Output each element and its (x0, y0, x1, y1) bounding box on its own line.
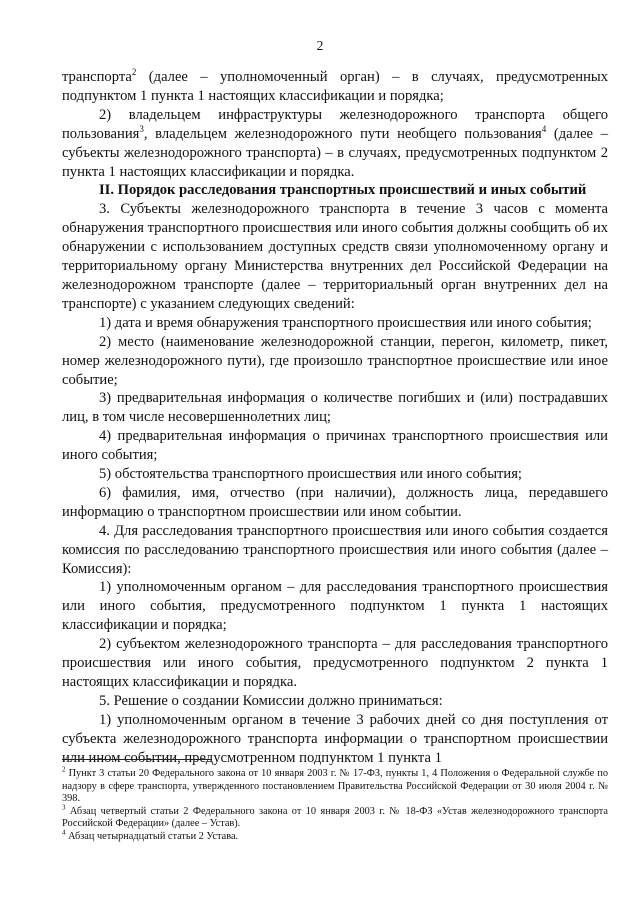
footnote-mark: 4 (62, 828, 66, 837)
footnote-ref[interactable]: 3 (139, 123, 144, 134)
footnote-separator (62, 759, 212, 760)
footnote (62, 828, 608, 844)
page-number: 2 (316, 38, 324, 53)
list-item: 1) уполномоченным органом – для расследования транспортного происшествия или иного события, предусмотренного подпунктом 1 пункта 1 настоящих классификации и порядка; (62, 579, 608, 634)
list-item: 2) место (наименование железнодорожной станции, перегон, километр, пикет, номер железнодорожного пути), где произошло транспортное происшествие или иное событие; (62, 333, 608, 388)
paragraph: 5. Решение о создании Комиссии должно приниматься: (99, 692, 443, 709)
list-item: 4) предварительная информация о причинах транспортного происшествия или иного события; (62, 428, 608, 464)
list-item: 1) уполномоченным органом в течение 3 рабочих дней со дня поступления от субъекта железнодорожного транспорта информации о транспортном происшествии или ином событии, предусмотренном подпунктом 1 пункта 1 (62, 711, 608, 766)
paragraph-text: транспорта (62, 69, 132, 85)
list-item: 1) дата и время обнаружения транспортного происшествия или иного события; (99, 314, 592, 331)
footnote-mark: 2 (62, 765, 66, 774)
footnote-text: Абзац четырнадцатый статьи 2 Устава. (65, 830, 239, 842)
paragraph-text: (далее – субъекты железнодорожного транспорта) – в случаях, предусмотренных подпунктом 2 пункта 1 настоящих классификации и порядка. (62, 125, 608, 180)
footnote (62, 765, 608, 806)
section-heading: II. Порядок расследования транспортных происшествий и иных событий (99, 182, 587, 199)
list-item: 6) фамилия, имя, отчество (при наличии), должность лица, передавшего информацию о транспортном происшествии или ином событии. (62, 484, 608, 520)
footnote-text: Пункт 3 статьи 20 Федерального закона от 10 января 2003 г. № 17-ФЗ, пункты 1, 4 Положения о Федеральной службе по надзору в сфере транспорта, утвержденного постановлением Правительства Российской Федерации от 30 июля 2004 г. № 398. (62, 768, 608, 805)
footnote-mark: 3 (62, 803, 66, 812)
list-item: 2) субъектом железнодорожного транспорта – для расследования транспортного происшествия или иного события, предусмотренного подпунктом 2 пункта 1 настоящих классификации и порядка. (62, 636, 608, 690)
paragraph: 4. Для расследования транспортного происшествия или иного события создается комиссия по расследованию транспортного происшествия или иного события (далее – Комиссия): (62, 522, 608, 577)
paragraph: 3. Субъекты железнодорожного транспорта в течение 3 часов с момента обнаружения транспортного происшествия или иного события должны сообщить об их обнаружении с использованием доступных средств связи уполномоченному органу и территориальному органу Министерства внутренних дел Российской Федерации на железнодорожном транспорте (далее – территориальный орган внутренних дел на транспорте) с указанием следующих сведений: (62, 201, 608, 312)
footnote-ref[interactable]: 4 (541, 123, 547, 134)
paragraph-continuation (62, 68, 608, 106)
list-item: 5) обстоятельства транспортного происшествия или иного события; (99, 466, 522, 483)
list-item (62, 106, 608, 182)
list-item: 3) предварительная информация о количестве погибших и (или) пострадавших лиц, в том числе несовершеннолетних лиц; (62, 390, 608, 426)
document-body (62, 68, 608, 768)
footnote-text: Абзац четвертый статьи 2 Федерального закона от 10 января 2003 г. № 18-ФЗ «Устав железнодорожного транспорта Российской Федерации» (далее – Устав). (62, 805, 608, 830)
footnote-ref[interactable]: 2 (131, 67, 137, 78)
footnote (62, 803, 608, 831)
footnotes (62, 765, 608, 844)
paragraph-text: , владельцем железнодорожного пути необщего пользования (143, 125, 542, 142)
paragraph-text: (далее – уполномоченный орган) – в случаях, предусмотренных подпунктом 1 пункта 1 настоящих классификации и порядка; (62, 69, 608, 104)
paragraph-text: 2) владельцем инфраструктуры железнодорожного транспорта общего пользования (62, 106, 608, 142)
